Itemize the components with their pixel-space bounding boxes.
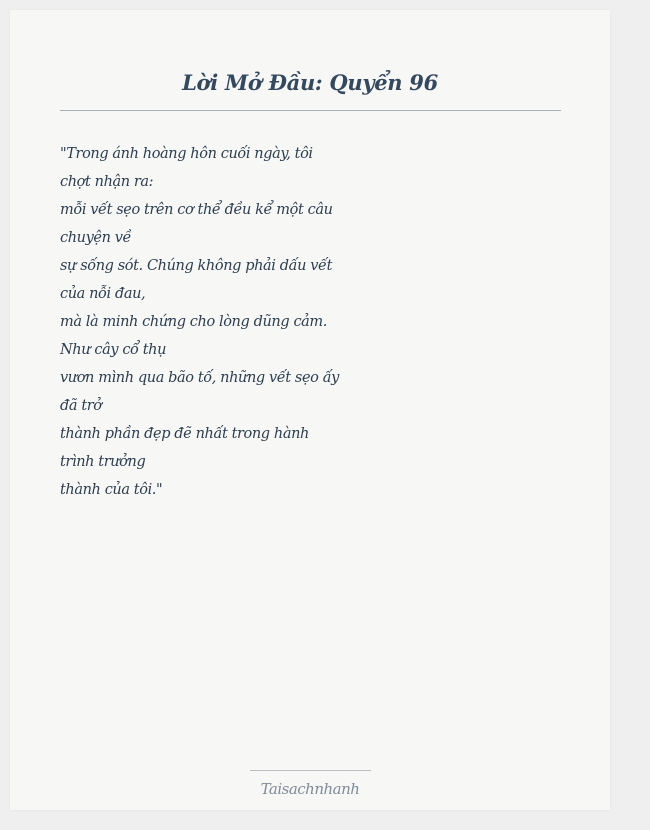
text-line: mà là minh chứng cho lòng dũng cảm. Như cây cổ thụ xyxy=(60,314,327,358)
text-line: thành của tôi." xyxy=(60,482,163,498)
footer-watermark: Taisachnhanh xyxy=(260,780,360,798)
page-title: Lời Mở Đầu: Quyển 96 xyxy=(182,70,438,95)
document-page xyxy=(10,10,610,810)
text-line: thành phần đẹp đẽ nhất trong hành trình trưởng xyxy=(60,426,309,470)
text-line: mỗi vết sẹo trên cơ thể đều kể một câu chuyện về xyxy=(60,202,333,246)
text-line: "Trong ánh hoàng hôn cuối ngày, tôi chợt nhận ra: xyxy=(60,146,313,190)
footer-divider xyxy=(250,770,371,771)
text-line: sự sống sót. Chúng không phải dấu vết của nỗi đau, xyxy=(60,258,333,302)
title-divider xyxy=(60,110,561,111)
text-line: vươn mình qua bão tố, những vết sẹo ấy đã trở xyxy=(60,370,339,414)
prologue-text xyxy=(60,140,345,504)
